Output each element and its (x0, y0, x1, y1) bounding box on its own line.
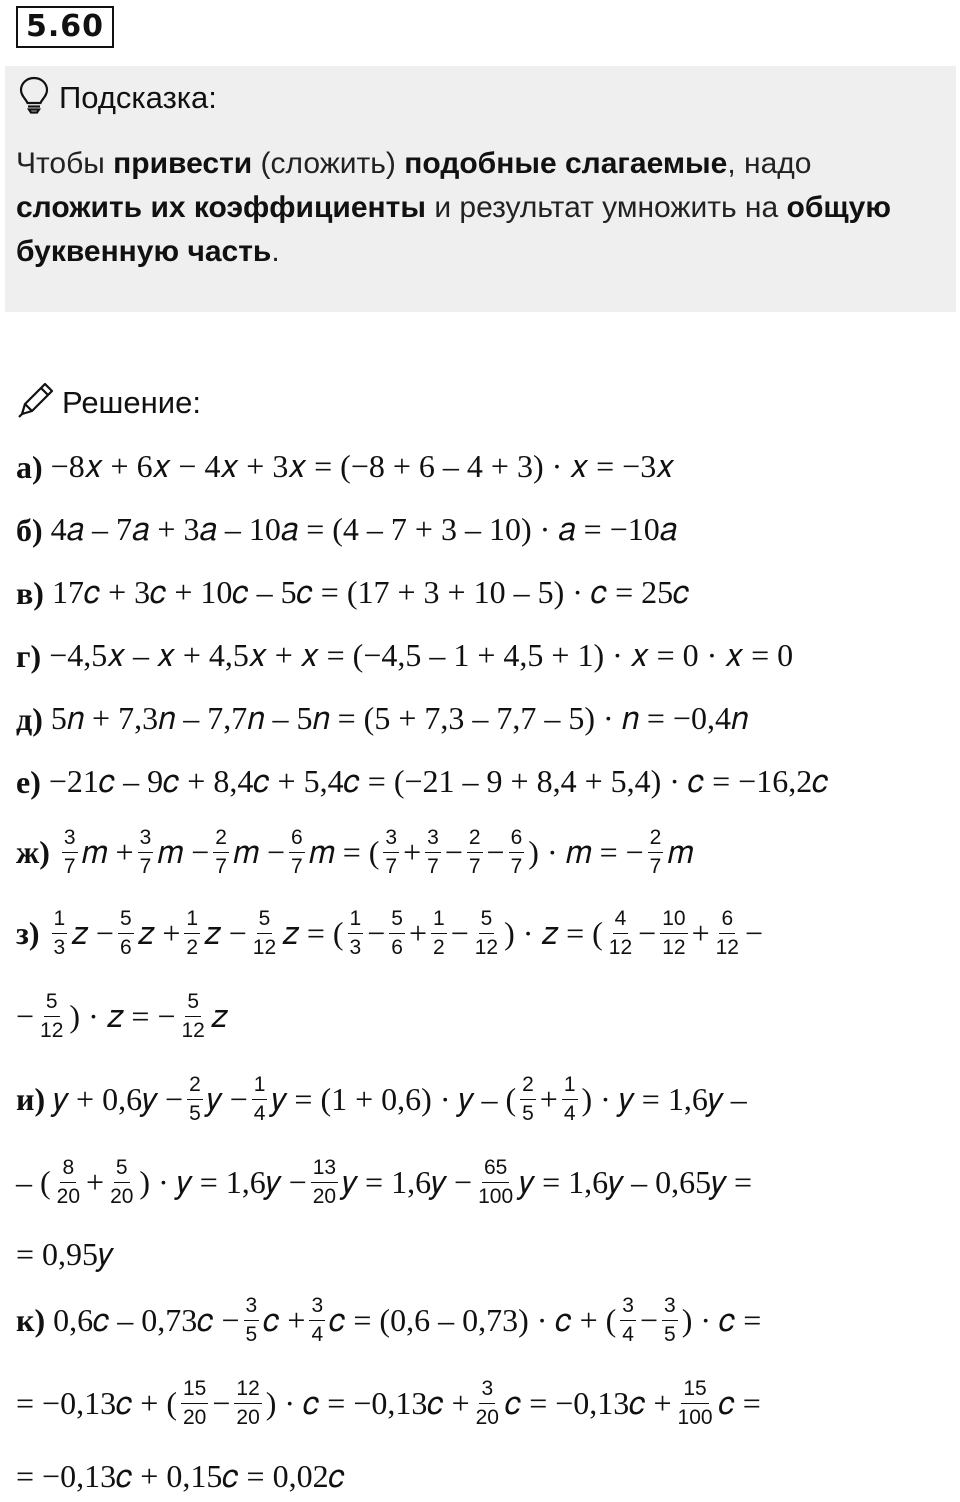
fraction: 3 5 (245, 1294, 258, 1346)
equation-text: −21𝑐 – 9𝑐 + 8,4𝑐 + 5,4𝑐 = (−21 – 9 + 8,4 + 5,4) · 𝑐 = −16,2𝑐 (48, 763, 829, 799)
hint-bold-part: привести (113, 147, 253, 180)
hint-bold-part: подобные слагаемые (404, 147, 728, 180)
fraction: 3 20 (475, 1377, 499, 1429)
solution-line-a (16, 448, 674, 486)
hint-text-part: , надо (727, 147, 812, 180)
equation-text: 4𝑎 – 7𝑎 + 3𝑎 – 10𝑎 = (4 – 7 + 3 – 10) · 𝑎 = −10𝑎 (50, 511, 678, 547)
fraction: 15 20 (183, 1377, 207, 1429)
fraction: 5 6 (391, 907, 403, 959)
fraction: 4 12 (608, 907, 633, 959)
solution-line-i: и) 𝑦 + 0,6𝑦 − 2 5 𝑦 − 1 4 𝑦 = (1 + 0,6) · 𝑦 – ( 2 5 + 1 4 ) · 𝑦 = 1,6𝑦 – (16, 1073, 747, 1125)
fraction: 1 4 (563, 1073, 576, 1125)
item-label: г) (16, 637, 42, 674)
solution-line-d (16, 700, 748, 738)
hint-bold-part: общую (786, 191, 891, 224)
hint-text (16, 142, 941, 274)
item-label: а) (16, 448, 43, 485)
item-label: к) (16, 1302, 46, 1338)
fraction: 13 20 (312, 1156, 337, 1208)
fraction: 3 7 (385, 826, 398, 878)
fraction: 8 20 (56, 1156, 81, 1208)
equation-text: −8𝑥 + 6𝑥 − 4𝑥 + 3𝑥 = (−8 + 6 – 4 + 3) · 𝑥 = −3𝑥 (50, 448, 675, 484)
fraction: 3 5 (664, 1294, 676, 1346)
item-label: в) (16, 574, 44, 611)
solution-line-i-cont: – ( 8 20 + 5 20 ) · 𝑦 = 1,6𝑦 − 13 20 𝑦 = 1,6𝑦 − 65 100 𝑦 = 1,6𝑦 – 0,65𝑦 = (16, 1156, 753, 1208)
solution-line-k-result: = −0,13𝑐 + 0,15𝑐 = 0,02𝑐 (16, 1458, 345, 1494)
fraction: 1 4 (253, 1073, 266, 1125)
fraction: 2 7 (215, 826, 227, 878)
hint-title: Подсказка: (59, 79, 217, 115)
hint-text-part: Чтобы (16, 147, 114, 180)
hint-box (5, 66, 956, 312)
fraction: 6 7 (291, 826, 303, 878)
fraction: 3 7 (427, 826, 439, 878)
fraction: 5 12 (252, 907, 277, 959)
fraction: 6 12 (715, 907, 739, 959)
solution-line-k: к) 0,6𝑐 – 0,73𝑐 − 3 5 𝑐 + 3 4 𝑐 = (0,6 – 0,73) · 𝑐 + ( 3 4 − 3 5 ) · 𝑐 = (16, 1294, 762, 1346)
fraction: 2 5 (522, 1073, 534, 1125)
fraction: 2 5 (189, 1073, 201, 1125)
solution-line-z: з) 1 3 𝑧 − 5 6 𝑧 + 1 2 𝑧 − 5 12 𝑧 = ( 1 3 − 5 6 + 1 2 − 5 12 ) · 𝑧 = ( 4 12 − 10 12 + 6 12 − (16, 907, 764, 959)
fraction: 1 2 (186, 907, 199, 959)
lightbulb-icon (19, 76, 49, 119)
fraction: 5 20 (110, 1156, 134, 1208)
fraction: 65 100 (478, 1156, 514, 1208)
fraction: 6 7 (510, 826, 523, 878)
fraction: 10 12 (662, 907, 686, 959)
item-label: и) (16, 1081, 46, 1117)
equation-text: 5𝑛 + 7,3𝑛 – 7,7𝑛 – 5𝑛 = (5 + 7,3 – 7,7 – 5) · 𝑛 = −0,4𝑛 (50, 700, 749, 736)
solution-header (16, 380, 201, 425)
solution-line-zh: ж) 3 7 𝑚 + 3 7 𝑚 − 2 7 𝑚 − 6 7 𝑚 = ( 3 7 + 3 7 − 2 7 − 6 7 ) · 𝑚 = − 2 7 𝑚 (16, 826, 694, 878)
item-label: ж) (16, 834, 50, 870)
fraction: 12 20 (236, 1377, 260, 1429)
solution-line-v (16, 574, 689, 612)
hint-bold-part: буквенную часть (16, 235, 272, 268)
hint-text-part: . (271, 235, 280, 268)
solution-line-k-cont: = −0,13𝑐 + ( 15 20 − 12 20 ) · 𝑐 = −0,13𝑐 + 3 20 𝑐 = −0,13𝑐 + 15 100 𝑐 = (16, 1377, 761, 1429)
solution-title: Решение: (62, 384, 201, 420)
problem-number: 5.60 (16, 6, 114, 48)
item-label: е) (16, 763, 41, 800)
fraction: 5 12 (181, 990, 205, 1042)
fraction: 5 6 (119, 907, 132, 959)
solution-line-g (16, 637, 793, 675)
solution-line-e (16, 763, 828, 801)
pencil-icon (16, 380, 56, 425)
fraction: 3 4 (311, 1294, 324, 1346)
item-label: з) (16, 915, 40, 951)
item-label: б) (16, 511, 43, 548)
fraction: 3 7 (139, 826, 152, 878)
item-label: д) (16, 700, 43, 737)
hint-text-part: (сложить) (252, 147, 405, 180)
fraction: 1 3 (349, 907, 362, 959)
hint-bold-part: сложить их коэффициенты (16, 191, 426, 224)
solution-line-i-result: = 0,95𝑦 (16, 1236, 113, 1272)
equation-text: −4,5𝑥 – 𝑥 + 4,5𝑥 + 𝑥 = (−4,5 – 1 + 4,5 + 1) · 𝑥 = 0 · 𝑥 = 0 (49, 637, 794, 673)
hint-header (19, 76, 217, 119)
fraction: 2 7 (468, 826, 481, 878)
fraction: 5 12 (40, 990, 64, 1042)
fraction: 3 4 (622, 1294, 634, 1346)
fraction: 1 3 (53, 907, 66, 959)
fraction: 15 100 (677, 1377, 713, 1429)
fraction: 2 7 (649, 826, 662, 878)
solution-line-b (16, 511, 677, 549)
fraction: 1 2 (433, 907, 445, 959)
fraction: 3 7 (63, 826, 76, 878)
solution-line-z-cont: − 5 12 ) · 𝑧 = − 5 12 𝑧 (16, 990, 228, 1042)
equation-text: 17𝑐 + 3𝑐 + 10𝑐 – 5𝑐 = (17 + 3 + 10 – 5) · 𝑐 = 25𝑐 (51, 574, 690, 610)
fraction: 5 12 (474, 907, 499, 959)
hint-text-part: и результат умножить на (425, 191, 787, 224)
